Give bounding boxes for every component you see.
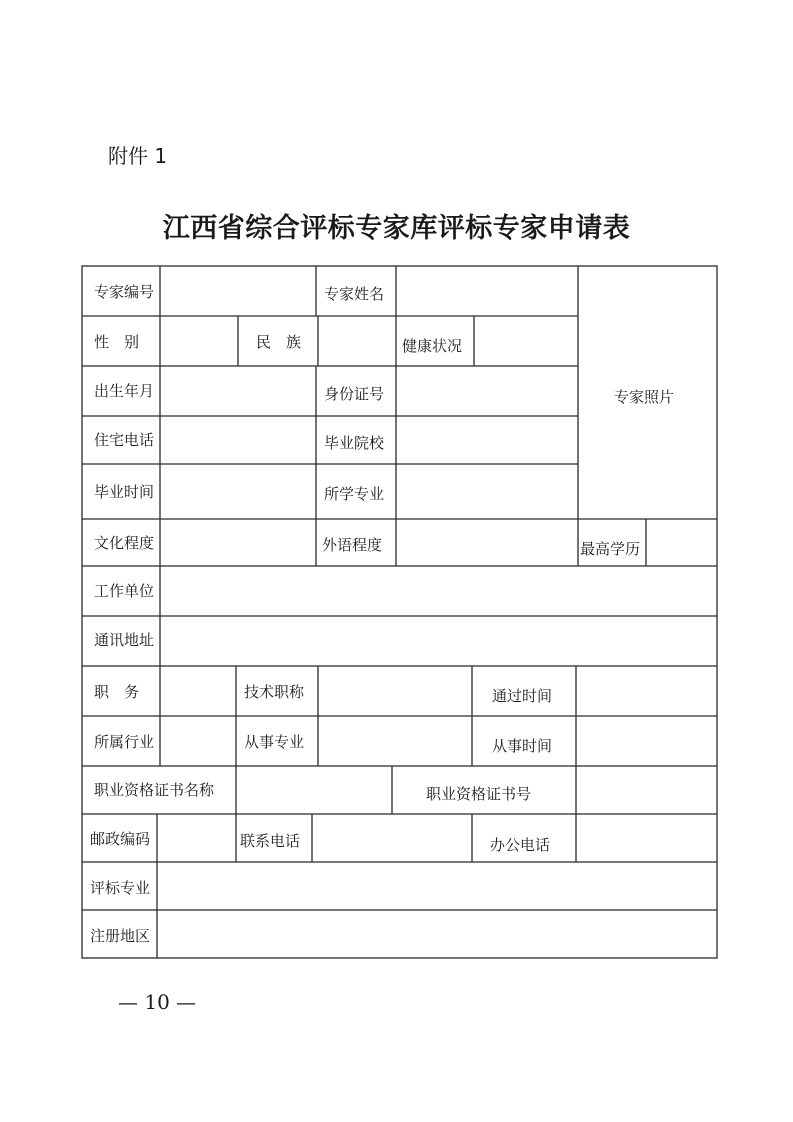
graduate-time-field[interactable] [162, 466, 314, 517]
label-ethnicity: 民 族 [256, 333, 302, 351]
education-level-field[interactable] [162, 521, 314, 564]
label-industry: 所属行业 [94, 733, 155, 751]
position-field[interactable] [162, 668, 234, 714]
label-education-level: 文化程度 [94, 534, 155, 552]
health-field[interactable] [476, 318, 576, 364]
label-engaged-time: 从事时间 [492, 737, 553, 755]
form-title: 江西省综合评标专家库评标专家申请表 [162, 213, 631, 244]
label-photo: 专家照片 [614, 388, 675, 406]
label-tech-title: 技术职称 [244, 683, 305, 701]
cert-name-field[interactable] [238, 768, 390, 812]
label-expert-name: 专家姓名 [324, 285, 385, 303]
contact-phone-field[interactable] [314, 816, 470, 860]
cert-no-field[interactable] [578, 768, 715, 812]
label-major: 所学专业 [324, 485, 385, 503]
label-pass-time: 通过时间 [492, 687, 553, 705]
pass-time-field[interactable] [578, 668, 715, 714]
bid-major-field[interactable] [159, 864, 715, 908]
ethnicity-field[interactable] [320, 318, 394, 364]
label-graduate-time: 毕业时间 [94, 483, 155, 501]
expert-no-field[interactable] [162, 268, 314, 314]
label-address: 通讯地址 [94, 631, 155, 649]
engaged-major-field[interactable] [320, 718, 470, 764]
label-bid-major: 评标专业 [90, 879, 151, 897]
office-phone-field[interactable] [578, 816, 715, 860]
label-graduate-school: 毕业院校 [324, 434, 385, 452]
engaged-time-field[interactable] [578, 718, 715, 764]
label-health: 健康状况 [402, 337, 463, 355]
home-phone-field[interactable] [162, 418, 314, 462]
label-postcode: 邮政编码 [90, 830, 151, 848]
label-foreign-language: 外语程度 [322, 536, 383, 554]
tech-title-field[interactable] [320, 668, 470, 714]
label-contact-phone: 联系电话 [240, 832, 301, 850]
label-id-no: 身份证号 [324, 385, 385, 403]
foreign-language-field[interactable] [398, 521, 576, 564]
highest-degree-field[interactable] [648, 521, 715, 564]
postcode-field[interactable] [159, 816, 234, 860]
label-highest-degree: 最高学历 [580, 540, 641, 558]
label-expert-no: 专家编号 [94, 283, 155, 301]
label-work-unit: 工作单位 [94, 582, 155, 600]
label-birth-date: 出生年月 [94, 382, 155, 400]
major-field[interactable] [398, 466, 576, 517]
label-office-phone: 办公电话 [490, 836, 551, 854]
page-number: — 10 — [118, 990, 197, 1014]
attachment-label: 附件 1 [108, 144, 168, 168]
label-cert-no: 职业资格证书号 [426, 785, 532, 803]
label-home-phone: 住宅电话 [94, 431, 155, 449]
expert-name-field[interactable] [398, 268, 576, 314]
reg-region-field[interactable] [159, 912, 715, 956]
address-field[interactable] [162, 618, 715, 664]
gender-field[interactable] [162, 318, 236, 364]
id-no-field[interactable] [398, 368, 576, 414]
photo-area[interactable] [580, 268, 715, 517]
industry-field[interactable] [162, 718, 234, 764]
work-unit-field[interactable] [162, 568, 715, 614]
label-position: 职 务 [94, 683, 140, 701]
label-cert-name: 职业资格证书名称 [94, 781, 215, 799]
birth-date-field[interactable] [162, 368, 314, 414]
label-reg-region: 注册地区 [90, 927, 151, 945]
label-engaged-major: 从事专业 [244, 733, 305, 751]
graduate-school-field[interactable] [398, 418, 576, 462]
label-gender: 性 别 [94, 333, 140, 351]
